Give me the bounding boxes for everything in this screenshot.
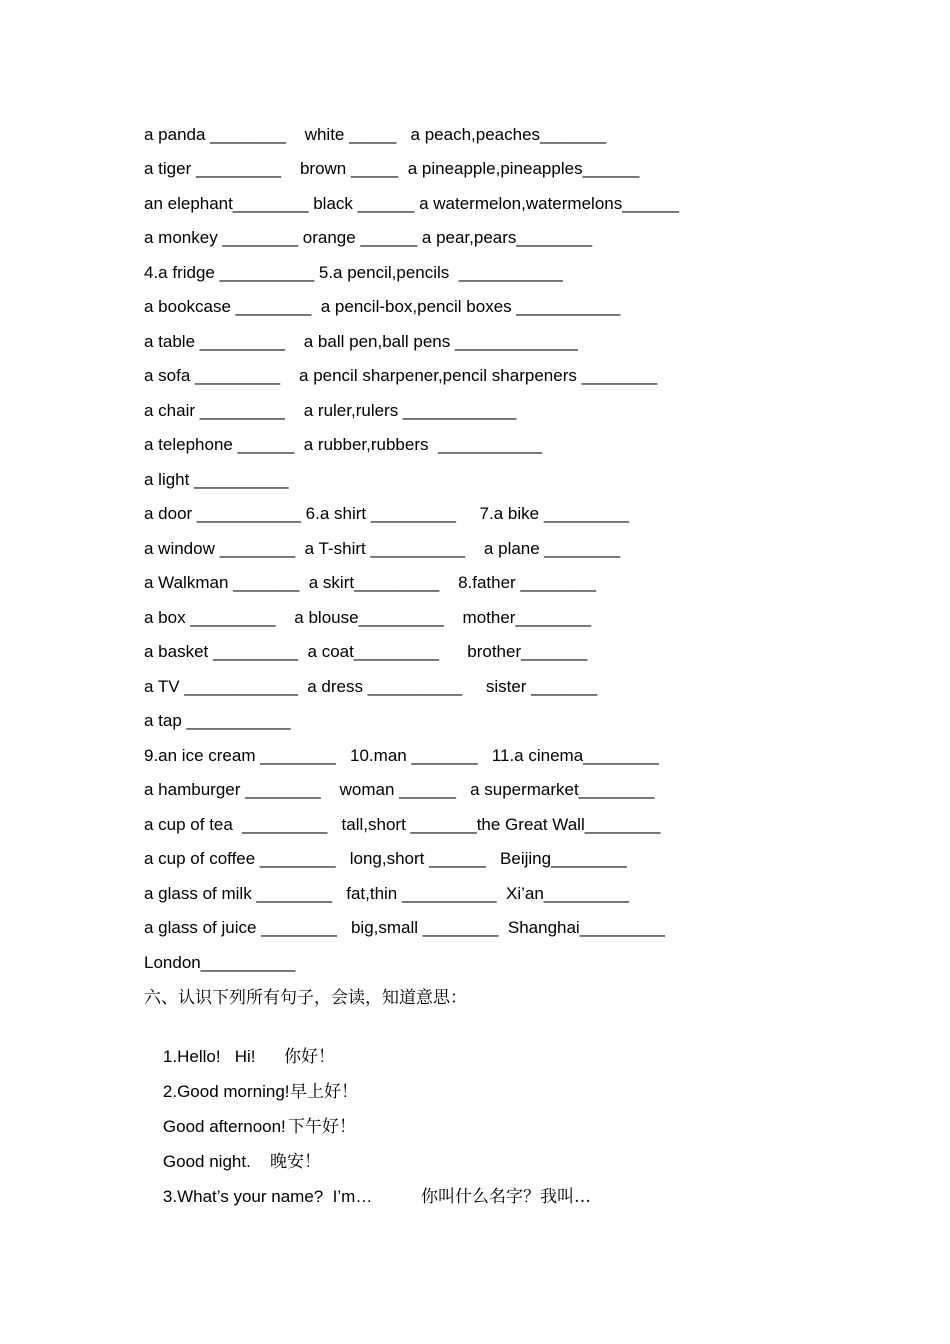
sentence-english: 3.What’s your name? I’m… <box>162 1187 373 1206</box>
sentence-chinese: 你叫什么名字？我叫… <box>421 1187 591 1207</box>
vocab-line: a light __________ <box>144 470 289 489</box>
vocab-line: a basket _________ a coat_________ brother_______ <box>144 642 588 661</box>
vocab-line: a door ___________ 6.a shirt _________ 7.a bike _________ <box>144 504 629 523</box>
vocab-line: a chair _________ a ruler,rulers ____________ <box>144 401 517 420</box>
vocab-line: a table _________ a ball pen,ball pens _____________ <box>144 332 578 351</box>
sentence-chinese: 晚安！ <box>270 1152 321 1172</box>
sentence-english: Good afternoon! <box>162 1117 286 1136</box>
vocab-line: a hamburger ________ woman ______ a supermarket________ <box>144 780 655 799</box>
vocab-line: a glass of milk ________ fat,thin __________ Xi’an_________ <box>144 884 629 903</box>
section-heading: 六、认识下列所有句子，会读，知道意思： <box>144 988 467 1008</box>
vocab-line: a bookcase ________ a pencil-box,pencil boxes ___________ <box>144 297 621 316</box>
sentence-chinese: 早上好！ <box>290 1082 358 1102</box>
vocab-line: a cup of coffee ________ long,short ______ Beijing________ <box>144 849 627 868</box>
vocab-line: London__________ <box>144 953 296 972</box>
sentence-chinese: 你好！ <box>284 1047 335 1067</box>
vocab-line: a cup of tea _________ tall,short _______the Great Wall________ <box>144 815 661 834</box>
vocab-line: a tiger _________ brown _____ a pineapple,pineapples______ <box>144 159 640 178</box>
vocab-line: a glass of juice ________ big,small ________ Shanghai_________ <box>144 918 665 937</box>
sentence-english: 1.Hello! Hi! <box>162 1047 256 1066</box>
vocab-line: a monkey ________ orange ______ a pear,pears________ <box>144 228 593 247</box>
vocab-line: a sofa _________ a pencil sharpener,pencil sharpeners ________ <box>144 366 658 385</box>
vocab-line: a TV ____________ a dress __________ sister _______ <box>144 677 598 696</box>
vocab-line: 4.a fridge __________ 5.a pencil,pencils ___________ <box>144 263 563 282</box>
vocab-line: a telephone ______ a rubber,rubbers ___________ <box>144 435 542 454</box>
sentence-line <box>144 1021 335 1067</box>
vocab-line: a panda ________ white _____ a peach,peaches_______ <box>144 125 607 144</box>
vocab-line: a window ________ a T-shirt __________ a plane ________ <box>144 539 621 558</box>
sentence-line <box>144 1161 591 1207</box>
sentence-english: 2.Good morning! <box>162 1082 290 1101</box>
sentence-chinese: 下午好！ <box>288 1117 356 1137</box>
sentence-english: Good night. <box>162 1152 251 1171</box>
vocab-line: a box _________ a blouse_________ mother________ <box>144 608 592 627</box>
vocab-line: a Walkman _______ a skirt_________ 8.father ________ <box>144 573 597 592</box>
vocab-line: 9.an ice cream ________ 10.man _______ 11.a cinema________ <box>144 746 659 765</box>
vocab-line: an elephant________ black ______ a watermelon,watermelons______ <box>144 194 679 213</box>
vocab-line: a tap ___________ <box>144 711 291 730</box>
